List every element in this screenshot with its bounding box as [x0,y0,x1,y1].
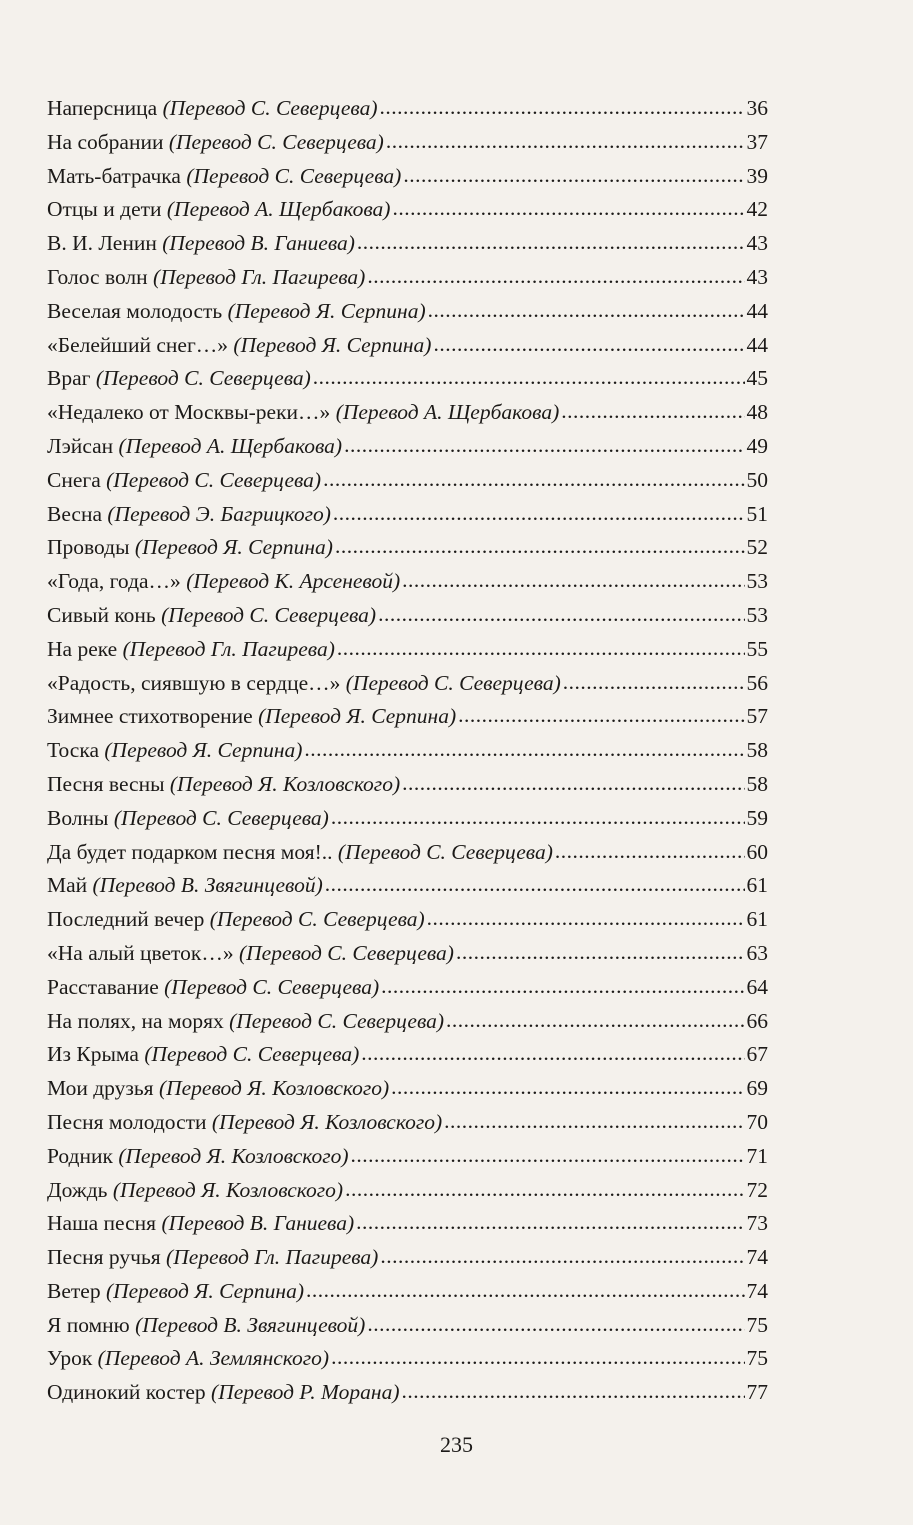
toc-entry-title [47,633,335,667]
toc-entry-title [47,1376,399,1410]
toc-page-number: 48 [746,400,768,425]
table-of-contents [47,92,768,1410]
translator-credit: (Перевод С. Северцева) [209,907,425,932]
toc-entry [47,1241,768,1275]
dot-leader [325,868,745,902]
dot-leader [367,260,744,294]
dot-leader [380,91,745,125]
poem-title: Песня весны [47,771,165,796]
toc-page-number: 74 [746,1245,768,1270]
toc-page-number: 69 [746,1076,768,1101]
toc-entry [47,1275,768,1309]
toc-entry [47,92,768,126]
toc-entry-title [47,1309,365,1343]
toc-entry [47,869,768,903]
poem-title: Я помню [47,1312,130,1337]
toc-entry [47,700,768,734]
poem-title: Тоска [47,738,100,763]
translator-credit: (Перевод С. Северцева) [161,602,377,627]
toc-entry-title [47,903,425,937]
toc-page-number: 59 [746,805,768,830]
dot-leader [381,970,744,1004]
toc-page-number: 60 [746,839,768,864]
poem-title: Голос волн [47,264,148,289]
dot-leader [433,328,744,362]
translator-credit: (Перевод А. Щербакова) [166,197,391,222]
toc-entry [47,1207,768,1241]
toc-entry [47,802,768,836]
toc-entry-title [47,734,302,768]
toc-entry [47,430,768,464]
toc-page-number: 66 [746,1008,768,1033]
translator-credit: (Перевод С. Северцева) [106,467,322,492]
toc-entry-title [47,802,329,836]
dot-leader [386,125,745,159]
dot-leader [444,1105,744,1139]
translator-credit: (Перевод Р. Морана) [211,1380,400,1405]
toc-entry-title [47,565,400,599]
poem-title: Снега [47,467,101,492]
toc-entry-title [47,1072,389,1106]
toc-entry-title [47,227,355,261]
translator-credit: (Перевод А. Щербакова) [335,400,560,425]
toc-entry [47,464,768,498]
dot-leader [561,395,744,429]
toc-entry-title [47,1174,343,1208]
poem-title: «На алый цветок…» [47,940,234,965]
toc-entry-title [47,464,321,498]
toc-page-number: 42 [746,197,768,222]
translator-credit: (Перевод В. Ганиева) [162,231,355,256]
translator-credit: (Перевод Гл. Пагирева) [153,264,366,289]
page-number: 235 [440,1432,473,1457]
toc-entry [47,498,768,532]
toc-page-number: 70 [746,1109,768,1134]
dot-leader [563,666,745,700]
translator-credit: (Перевод С. Северцева) [164,974,380,999]
toc-entry [47,396,768,430]
translator-credit: (Перевод Я. Козловского) [169,771,401,796]
toc-page-number: 51 [746,501,768,526]
dot-leader [304,733,744,767]
poem-title: Из Крыма [47,1042,139,1067]
translator-credit: (Перевод С. Северцева) [95,366,311,391]
toc-page-number: 43 [746,231,768,256]
toc-entry-title [47,295,426,329]
translator-credit: (Перевод Гл. Пагирева) [122,636,335,661]
translator-credit: (Перевод Я. Серпина) [105,1278,304,1303]
translator-credit: (Перевод С. Северцева) [337,839,553,864]
dot-leader [391,1071,744,1105]
toc-entry-title [47,1241,378,1275]
dot-leader [351,1139,745,1173]
poem-title: Последний вечер [47,907,205,932]
translator-credit: (Перевод С. Северцева) [144,1042,360,1067]
toc-page-number: 72 [746,1177,768,1202]
toc-page-number: 75 [746,1312,768,1337]
toc-entry-title [47,126,384,160]
toc-page-number: 39 [746,163,768,188]
dot-leader [456,936,745,970]
translator-credit: (Перевод Я. Козловского) [112,1177,344,1202]
poem-title: В. И. Ленин [47,231,157,256]
dot-leader [401,1375,744,1409]
toc-page-number: 45 [746,366,768,391]
toc-entry-title [47,667,561,701]
toc-entry-title [47,971,379,1005]
poem-title: Сивый конь [47,602,156,627]
toc-entry-title [47,430,342,464]
toc-entry [47,531,768,565]
toc-entry [47,599,768,633]
toc-page-number: 74 [746,1278,768,1303]
toc-entry [47,1342,768,1376]
translator-credit: (Перевод В. Ганиева) [161,1211,355,1236]
poem-title: «Года, года…» [47,569,181,594]
toc-page-number: 44 [746,298,768,323]
toc-entry-title [47,937,454,971]
toc-entry-title [47,1106,442,1140]
toc-page-number: 61 [746,873,768,898]
toc-entry [47,565,768,599]
toc-page-number: 56 [746,670,768,695]
translator-credit: (Перевод Гл. Пагирева) [166,1245,379,1270]
dot-leader [378,598,744,632]
translator-credit: (Перевод С. Северцева) [113,805,329,830]
poem-title: Наперсница [47,96,158,120]
poem-title: Враг [47,366,91,391]
translator-credit: (Перевод Я. Козловского) [158,1076,390,1101]
toc-page-number: 50 [746,467,768,492]
translator-credit: (Перевод А. Щербакова) [118,433,343,458]
toc-entry [47,1376,768,1410]
translator-credit: (Перевод С. Северцева) [186,163,402,188]
dot-leader [402,767,744,801]
dot-leader [344,429,744,463]
poem-title: Проводы [47,535,130,560]
dot-leader [361,1037,744,1071]
toc-entry [47,633,768,667]
translator-credit: (Перевод С. Северцева) [229,1008,445,1033]
poem-title: Веселая молодость [47,298,223,323]
dot-leader [337,632,745,666]
dot-leader [446,1004,744,1038]
dot-leader [367,1308,744,1342]
toc-page-number: 75 [746,1346,768,1371]
translator-credit: (Перевод Я. Серпина) [258,704,457,729]
toc-page-number: 67 [746,1042,768,1067]
toc-entry-title [47,599,376,633]
dot-leader [356,1206,744,1240]
translator-credit: (Перевод С. Северцева) [345,670,561,695]
poem-title: Одинокий костер [47,1380,206,1405]
toc-entry [47,836,768,870]
poem-title: Да будет подарком песня моя!.. [47,839,333,864]
toc-page-number: 64 [746,974,768,999]
toc-entry [47,768,768,802]
poem-title: На собрании [47,129,164,154]
translator-credit: (Перевод Я. Серпина) [134,535,333,560]
toc-page-number: 52 [746,535,768,560]
toc-entry [47,261,768,295]
toc-entry [47,126,768,160]
toc-page-number: 55 [746,636,768,661]
toc-entry-title [47,1342,329,1376]
poem-title: На реке [47,636,118,661]
translator-credit: (Перевод К. Арсеневой) [186,569,401,594]
poem-title: Мои друзья [47,1076,154,1101]
translator-credit: (Перевод А. Землянского) [97,1346,330,1371]
dot-leader [427,902,745,936]
dot-leader [345,1173,744,1207]
toc-page-number: 36 [746,96,768,120]
dot-leader [331,801,745,835]
toc-entry-title [47,396,559,430]
translator-credit: (Перевод Я. Серпина) [104,738,303,763]
toc-entry [47,295,768,329]
toc-page-number: 43 [746,264,768,289]
dot-leader [313,361,745,395]
dot-leader [357,226,745,260]
translator-credit: (Перевод В. Звягинцевой) [135,1312,366,1337]
toc-entry-title [47,362,311,396]
toc-page-number: 58 [746,738,768,763]
toc-entry [47,734,768,768]
toc-entry [47,971,768,1005]
toc-entry [47,193,768,227]
poem-title: «Недалеко от Москвы-реки…» [47,400,331,425]
translator-credit: (Перевод В. Звягинцевой) [92,873,323,898]
dot-leader [402,564,744,598]
toc-entry-title [47,836,553,870]
toc-entry-title [47,92,378,126]
toc-page-number: 44 [746,332,768,357]
dot-leader [323,463,744,497]
toc-entry-title [47,1140,349,1174]
toc-entry [47,329,768,363]
dot-leader [392,192,744,226]
translator-credit: (Перевод Я. Серпина) [227,298,426,323]
poem-title: Песня молодости [47,1109,207,1134]
toc-entry-title [47,869,323,903]
poem-title: Отцы и дети [47,197,162,222]
toc-entry-title [47,700,456,734]
poem-title: Родник [47,1143,113,1168]
toc-entry [47,937,768,971]
dot-leader [428,294,745,328]
toc-entry [47,160,768,194]
toc-entry-title [47,1038,359,1072]
translator-credit: (Перевод С. Северцева) [239,940,454,965]
dot-leader [335,530,745,564]
toc-entry [47,903,768,937]
translator-credit: (Перевод С. Северцева) [168,129,384,154]
toc-page-number: 57 [746,704,768,729]
translator-credit: (Перевод С. Северцева) [162,96,378,120]
toc-entry [47,1072,768,1106]
toc-entry [47,667,768,701]
dot-leader [458,699,744,733]
dot-leader [403,159,744,193]
toc-page-number: 73 [746,1211,768,1236]
poem-title: Наша песня [47,1211,157,1236]
toc-page-number: 37 [746,129,768,154]
poem-title: Волны [47,805,109,830]
toc-entry-title [47,498,331,532]
toc-entry-title [47,1275,304,1309]
poem-title: Май [47,873,88,898]
toc-page-number: 61 [746,907,768,932]
toc-entry [47,1106,768,1140]
dot-leader [555,835,745,869]
toc-entry-title [47,768,400,802]
poem-title: Лэйсан [47,433,114,458]
toc-entry-title [47,261,365,295]
toc-entry-title [47,329,431,363]
toc-page-number: 58 [746,771,768,796]
poem-title: «Белейший снег…» [47,332,229,357]
translator-credit: (Перевод Я. Козловского) [118,1143,349,1168]
poem-title: Мать-батрачка [47,163,181,188]
dot-leader [306,1274,745,1308]
dot-leader [333,497,745,531]
toc-entry [47,1140,768,1174]
translator-credit: (Перевод Я. Серпина) [233,332,432,357]
poem-title: Ветер [47,1278,101,1303]
toc-entry [47,1309,768,1343]
toc-page-number: 63 [746,940,768,965]
poem-title: «Радость, сиявшую в сердце…» [47,670,341,695]
toc-entry [47,1174,768,1208]
toc-page-number: 53 [746,602,768,627]
poem-title: Урок [47,1346,93,1371]
toc-entry [47,1038,768,1072]
toc-entry-title [47,193,390,227]
toc-entry [47,1005,768,1039]
poem-title: Дождь [47,1177,108,1202]
toc-page-number: 77 [746,1380,768,1405]
poem-title: Зимнее стихотворение [47,704,253,729]
poem-title: Песня ручья [47,1245,161,1270]
toc-entry-title [47,160,401,194]
toc-entry [47,227,768,261]
toc-page-number: 53 [746,569,768,594]
toc-entry [47,362,768,396]
poem-title: На полях, на морях [47,1008,224,1033]
dot-leader [380,1240,744,1274]
poem-title: Весна [47,501,103,526]
translator-credit: (Перевод Э. Багрицкого) [107,501,331,526]
toc-entry-title [47,1207,354,1241]
translator-credit: (Перевод Я. Козловского) [211,1109,443,1134]
dot-leader [331,1341,744,1375]
poem-title: Расставание [47,974,159,999]
toc-entry-title [47,1005,444,1039]
toc-entry-title [47,531,333,565]
toc-page-number: 49 [746,433,768,458]
toc-page-number: 71 [746,1143,768,1168]
